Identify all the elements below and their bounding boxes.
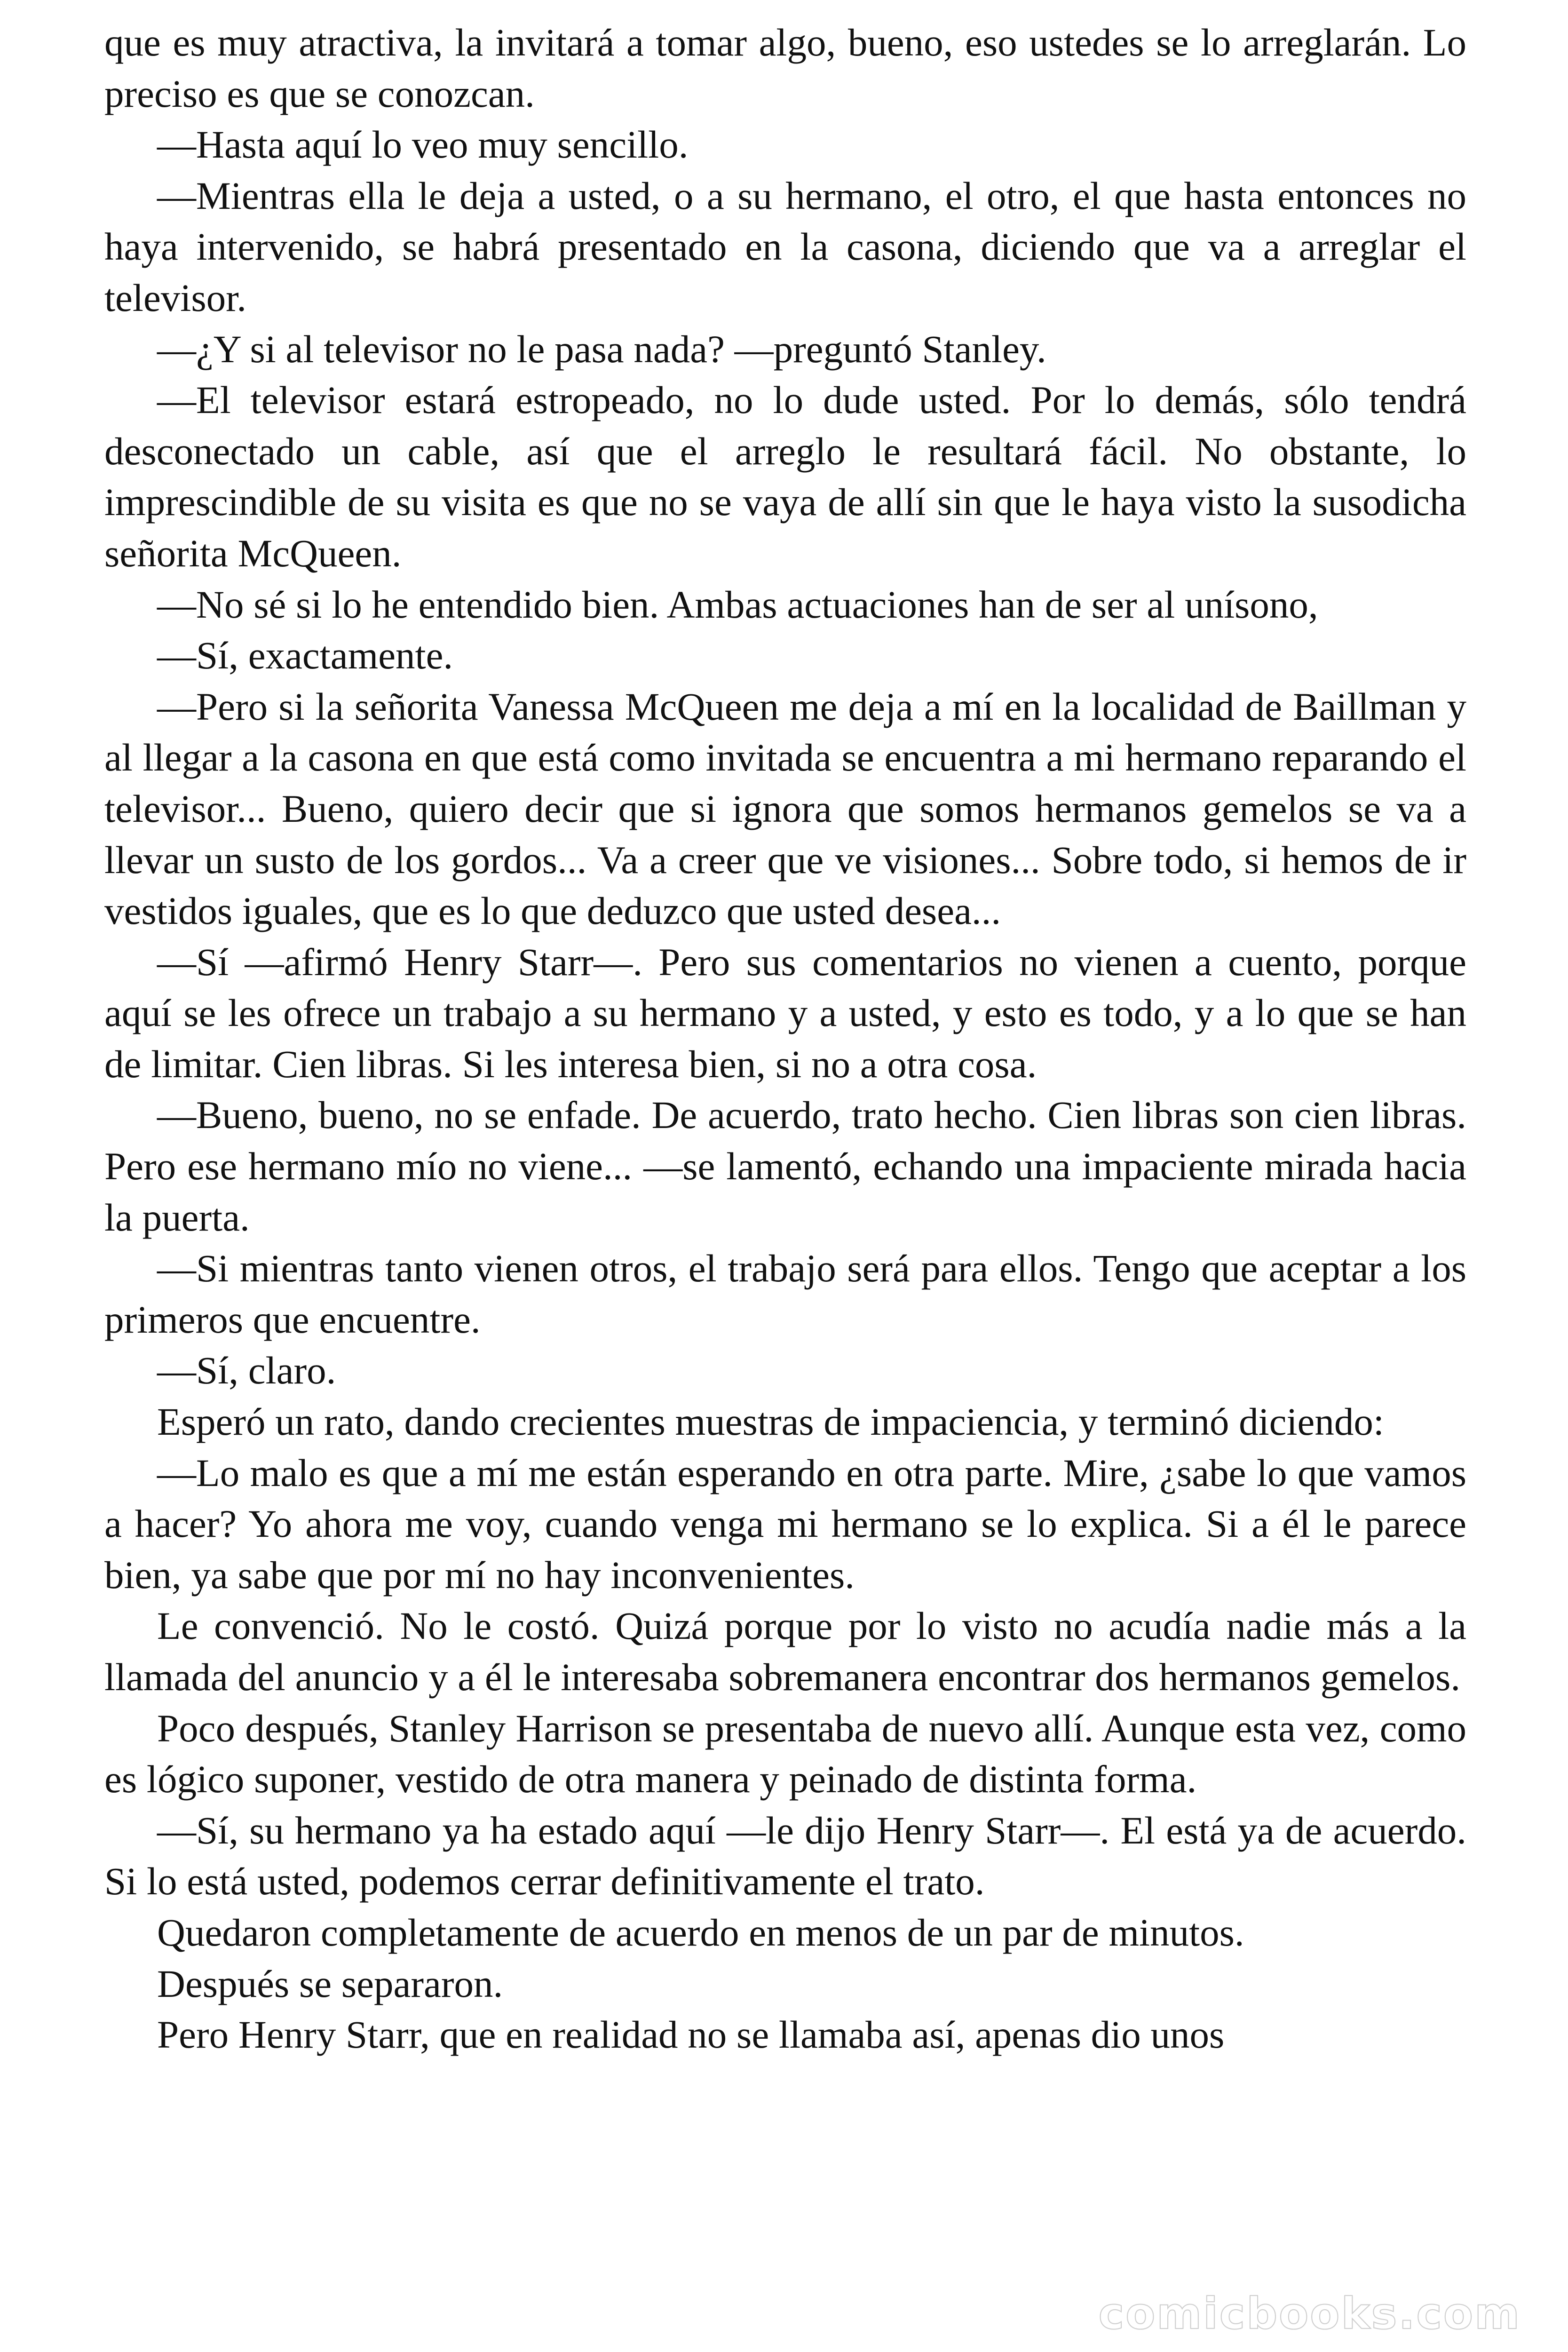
- paragraph: Esperó un rato, dando crecientes muestras de impaciencia, y terminó diciendo:: [157, 1400, 1384, 1444]
- paragraph: —Hasta aquí lo veo muy sencillo.: [157, 123, 689, 167]
- paragraph: —El televisor estará estropeado, no lo dude usted. Por lo demás, sólo tendrá desconectado un cable, así que el arreglo le resultará fácil. No obstante, lo imprescindible de su visita es que no se vaya de allí sin que le haya visto la susodicha señorita McQueen.: [104, 378, 1466, 575]
- paragraph: Quedaron completamente de acuerdo en menos de un par de minutos.: [157, 1910, 1244, 1954]
- paragraph: que es muy atractiva, la invitará a tomar algo, bueno, eso ustedes se lo arreglarán. Lo preciso es que se conozcan.: [104, 21, 1466, 115]
- paragraph: —Sí, su hermano ya ha estado aquí —le dijo Henry Starr—. El está ya de acuerdo. Si lo está usted, podemos cerrar definitivamente el trato.: [104, 1808, 1466, 1903]
- document-page: [104, 17, 1466, 2322]
- paragraph: Pero Henry Starr, que en realidad no se llamaba así, apenas dio unos: [157, 2013, 1225, 2057]
- paragraph: —Sí, exactamente.: [157, 634, 453, 677]
- paragraph: Le convenció. No le costó. Quizá porque por lo visto no acudía nadie más a la llamada del anuncio y a él le interesaba sobremanera encontrar dos hermanos gemelos.: [104, 1604, 1466, 1699]
- paragraph: —Si mientras tanto vienen otros, el trabajo será para ellos. Tengo que aceptar a los primeros que encuentre.: [104, 1247, 1466, 1341]
- paragraph: —Sí, claro.: [157, 1349, 336, 1392]
- paragraph: —Sí —afirmó Henry Starr—. Pero sus comentarios no vienen a cuento, porque aquí se les ofrece un trabajo a su hermano y a usted, y esto es todo, y a lo que se han de limitar. Cien libras. Si les interesa bien, si no a otra cosa.: [104, 940, 1466, 1086]
- body-text: [104, 17, 1466, 2060]
- paragraph: —Pero si la señorita Vanessa McQueen me deja a mí en la localidad de Baillman y al llegar a la casona en que está como invitada se encuentra a mi hermano reparando el televisor... Bueno, quiero decir que si ignora que somos hermanos gemelos se va a llevar un susto de los gordos... Va a creer que ve visiones... Sobre todo, si hemos de ir vestidos iguales, que es lo que deduzco que usted desea...: [104, 684, 1466, 933]
- paragraph: —Bueno, bueno, no se enfade. De acuerdo, trato hecho. Cien libras son cien libras. Pero ese hermano mío no viene... —se lamentó, echando una impaciente mirada hacia la puerta.: [104, 1093, 1466, 1239]
- paragraph: Después se separaron.: [157, 1962, 503, 2005]
- paragraph: Poco después, Stanley Harrison se presentaba de nuevo allí. Aunque esta vez, como es lógico suponer, vestido de otra manera y peinado de distinta forma.: [104, 1706, 1466, 1801]
- paragraph: —No sé si lo he entendido bien. Ambas actuaciones han de ser al unísono,: [157, 582, 1318, 626]
- watermark-logo: comicbooks.com: [1098, 2288, 1521, 2339]
- paragraph: —Mientras ella le deja a usted, o a su hermano, el otro, el que hasta entonces no haya intervenido, se habrá presentado en la casona, diciendo que va a arreglar el televisor.: [104, 174, 1466, 319]
- paragraph: —¿Y si al televisor no le pasa nada? —preguntó Stanley.: [157, 327, 1046, 371]
- paragraph: —Lo malo es que a mí me están esperando en otra parte. Mire, ¿sabe lo que vamos a hacer? Yo ahora me voy, cuando venga mi hermano se lo explica. Si a él le parece bien, ya sabe que por mí no hay inconvenientes.: [104, 1451, 1466, 1597]
